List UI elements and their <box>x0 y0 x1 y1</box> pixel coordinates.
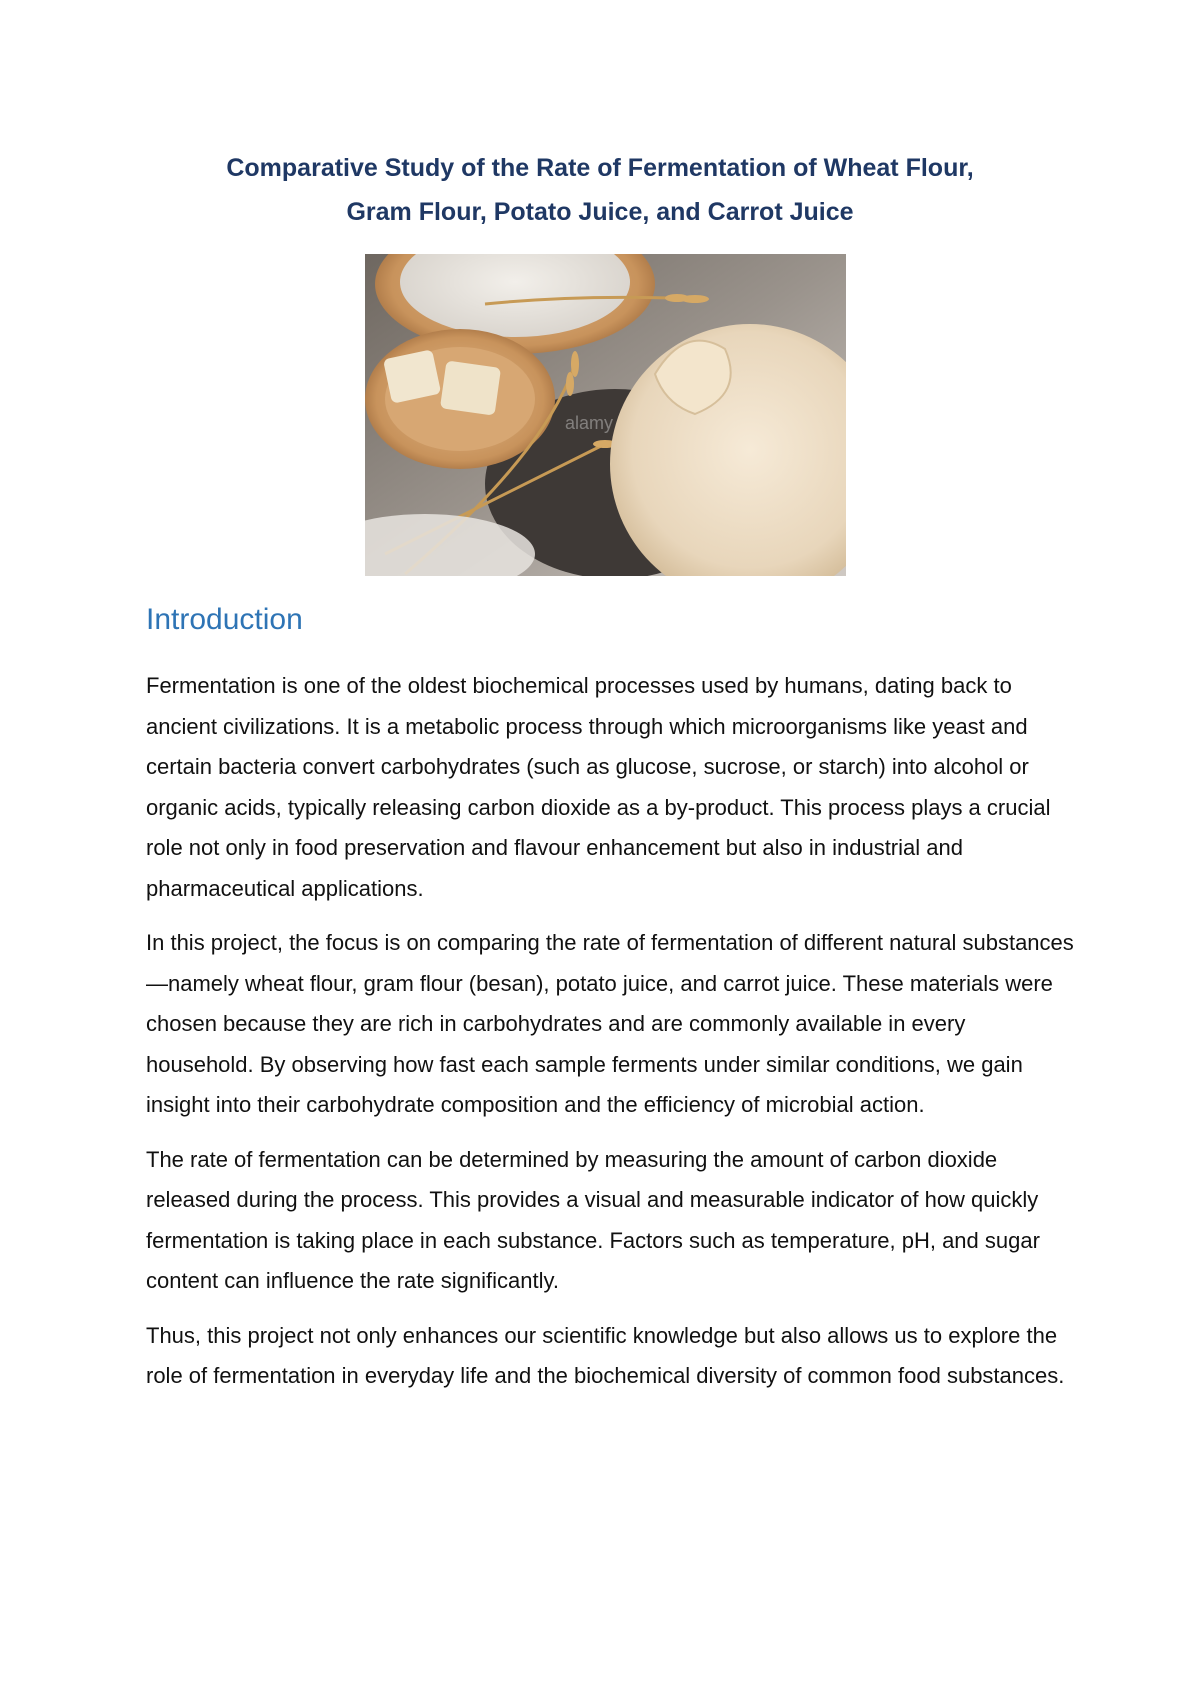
title-line-2: Gram Flour, Potato Juice, and Carrot Juice <box>346 198 854 226</box>
introduction-body <box>146 666 1076 1411</box>
paragraph: Fermentation is one of the oldest biochemical processes used by humans, dating back to ancient civilizations. It is a metabolic process through which microorganisms like yeast and certain bacteria convert carbohydrates (such as glucose, sucrose, or starch) into alcohol or organic acids, typically releasing carbon dioxide as a by-product. This process plays a crucial role not only in food preservation and flavour enhancement but also in industrial and pharmaceutical applications. <box>146 673 1051 901</box>
section-heading-introduction: Introduction <box>146 603 303 636</box>
paragraph: In this project, the focus is on comparing the rate of fermentation of different natural substances—namely wheat flour, gram flour (besan), potato juice, and carrot juice. These materials were chosen because they are rich in carbohydrates and are commonly available in every household. By observing how fast each sample ferments under similar conditions, we gain insight into their carbohydrate composition and the efficiency of microbial action. <box>146 930 1074 1117</box>
title-line-1: Comparative Study of the Rate of Fermentation of Wheat Flour, <box>226 154 974 182</box>
photo-illustration <box>365 254 846 576</box>
document-title <box>120 146 1080 234</box>
paragraph: The rate of fermentation can be determined by measuring the amount of carbon dioxide released during the process. This provides a visual and measurable indicator of how quickly fermentation is taking place in each substance. Factors such as temperature, pH, and sugar content can influence the rate significantly. <box>146 1146 1040 1293</box>
svg-text:alamy: alamy <box>565 413 614 433</box>
paragraph: Thus, this project not only enhances our scientific knowledge but also allows us to explore the role of fermentation in everyday life and the biochemical diversity of common food substances. <box>146 1322 1065 1388</box>
bread-dough-photo <box>365 254 846 576</box>
